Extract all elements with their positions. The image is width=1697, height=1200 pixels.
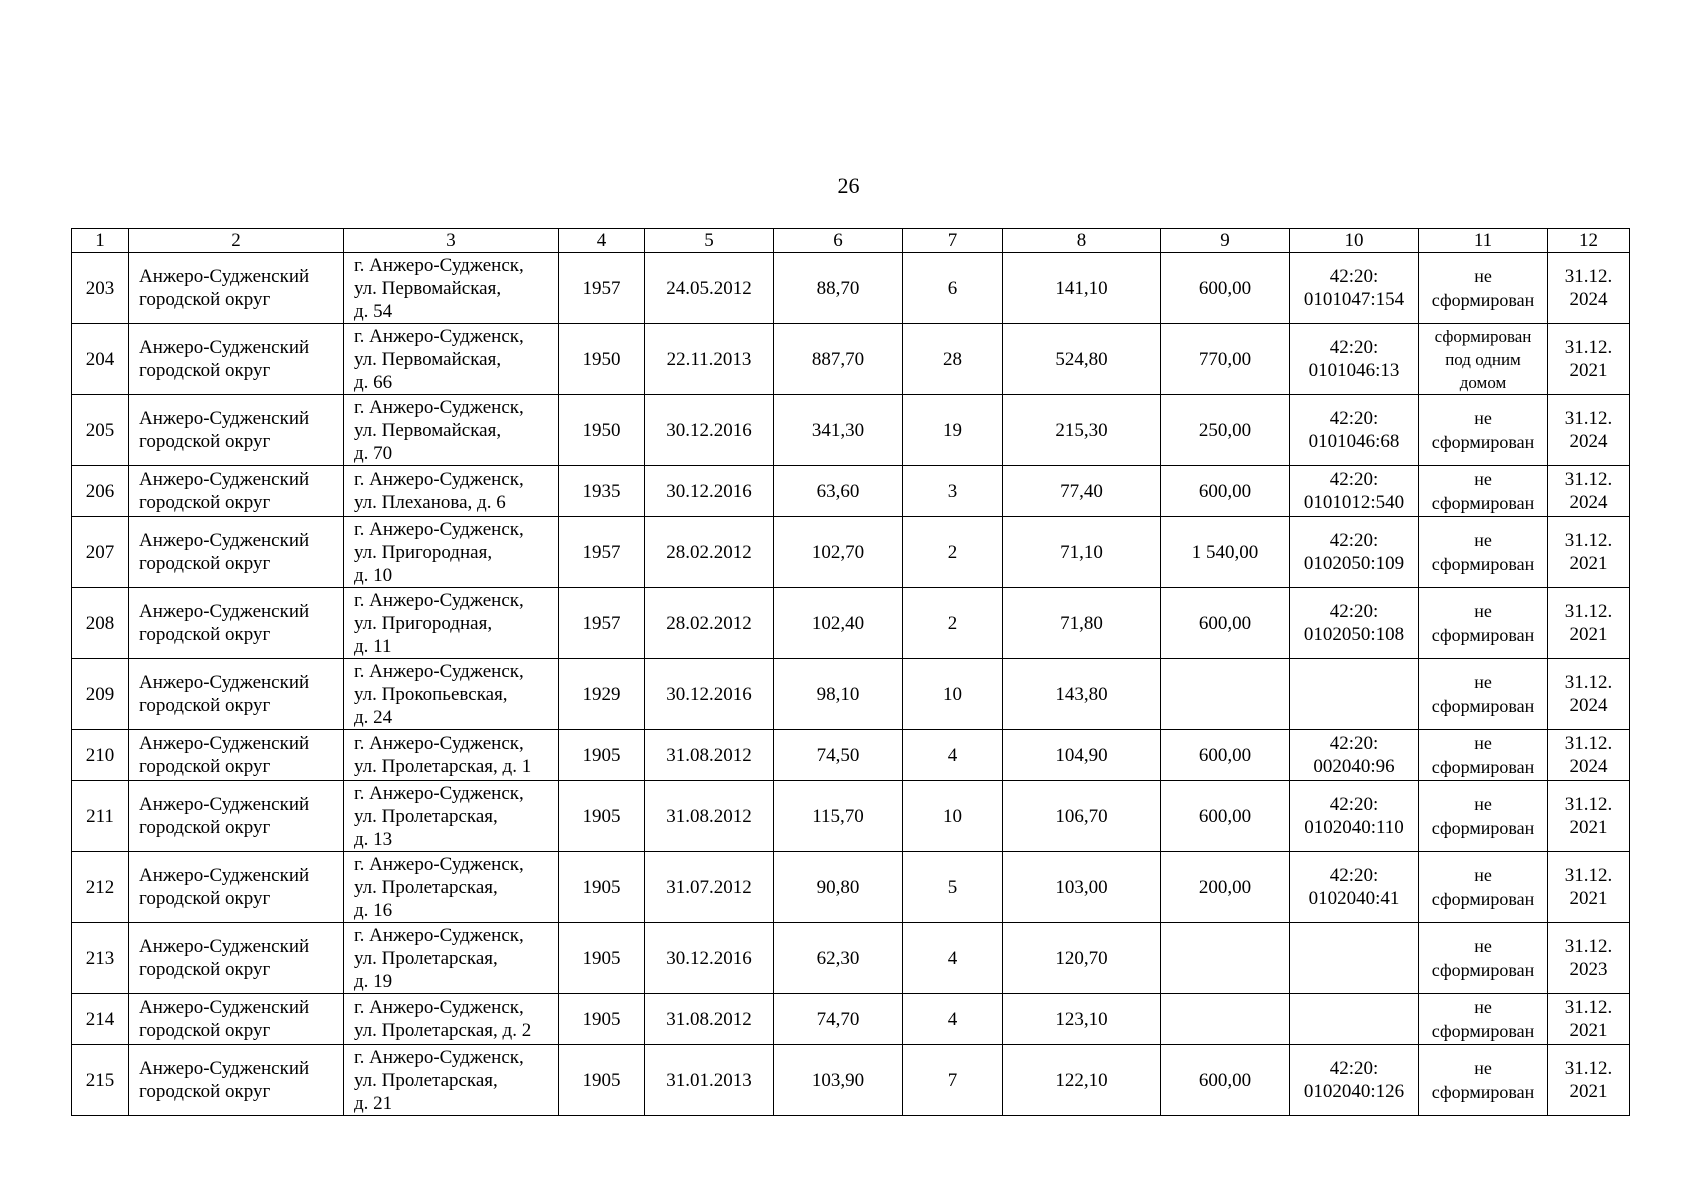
table-row (72, 923, 1630, 994)
header-row (72, 229, 1630, 253)
land-status-cell: не сформирован (1419, 588, 1548, 659)
residents-count-cell: 2 (903, 588, 1003, 659)
residents-count-cell: 10 (903, 781, 1003, 852)
deadline-cell: 31.12. 2024 (1548, 466, 1630, 517)
residents-count-cell: 28 (903, 324, 1003, 395)
table-row (72, 852, 1630, 923)
total-area-cell: 115,70 (774, 781, 903, 852)
total-area-cell: 102,70 (774, 517, 903, 588)
cost-cell: 770,00 (1161, 324, 1290, 395)
address-cell: г. Анжеро-Судженск, ул. Пролетарская, д. 16 (344, 852, 559, 923)
deadline-cell: 31.12. 2023 (1548, 923, 1630, 994)
land-status-cell: не сформирован (1419, 659, 1548, 730)
municipality-cell: Анжеро-Судженский городской округ (129, 588, 344, 659)
land-status-cell: не сформирован (1419, 253, 1548, 324)
cost-cell: 600,00 (1161, 466, 1290, 517)
total-area-cell: 90,80 (774, 852, 903, 923)
construction-year-cell: 1929 (559, 659, 645, 730)
table-row (72, 994, 1630, 1045)
cadastral-number-cell: 42:20: 0101046:68 (1290, 395, 1419, 466)
row-number: 210 (72, 730, 129, 781)
residents-count-cell: 10 (903, 659, 1003, 730)
municipality-cell: Анжеро-Судженский городской округ (129, 395, 344, 466)
column-header-2: 2 (129, 229, 344, 253)
municipality-cell: Анжеро-Судженский городской округ (129, 466, 344, 517)
column-header-3: 3 (344, 229, 559, 253)
address-cell: г. Анжеро-Судженск, ул. Пролетарская, д. 21 (344, 1045, 559, 1116)
recognition-date-cell: 24.05.2012 (645, 253, 774, 324)
cadastral-number-cell: 42:20: 0102050:109 (1290, 517, 1419, 588)
row-number: 215 (72, 1045, 129, 1116)
table-row (72, 466, 1630, 517)
residents-count-cell: 5 (903, 852, 1003, 923)
total-area-cell: 102,40 (774, 588, 903, 659)
row-number: 203 (72, 253, 129, 324)
recognition-date-cell: 31.08.2012 (645, 994, 774, 1045)
land-area-cell: 143,80 (1003, 659, 1161, 730)
table-row (72, 659, 1630, 730)
cadastral-number-cell: 42:20: 0101047:154 (1290, 253, 1419, 324)
total-area-cell: 74,70 (774, 994, 903, 1045)
row-number: 207 (72, 517, 129, 588)
cadastral-number-cell: 42:20: 0102050:108 (1290, 588, 1419, 659)
land-status-cell: не сформирован (1419, 923, 1548, 994)
cadastral-number-cell: 42:20: 0101046:13 (1290, 324, 1419, 395)
land-area-cell: 77,40 (1003, 466, 1161, 517)
table-row (72, 517, 1630, 588)
address-cell: г. Анжеро-Судженск, ул. Пролетарская, д. 2 (344, 994, 559, 1045)
construction-year-cell: 1905 (559, 923, 645, 994)
table-row (72, 253, 1630, 324)
recognition-date-cell: 28.02.2012 (645, 517, 774, 588)
municipality-cell: Анжеро-Судженский городской округ (129, 730, 344, 781)
land-status-cell: не сформирован (1419, 395, 1548, 466)
municipality-cell: Анжеро-Судженский городской округ (129, 923, 344, 994)
land-area-cell: 104,90 (1003, 730, 1161, 781)
recognition-date-cell: 28.02.2012 (645, 588, 774, 659)
residents-count-cell: 3 (903, 466, 1003, 517)
table-header (72, 229, 1630, 253)
table-row (72, 395, 1630, 466)
cost-cell: 600,00 (1161, 588, 1290, 659)
address-cell: г. Анжеро-Судженск, ул. Пригородная, д. 11 (344, 588, 559, 659)
land-area-cell: 103,00 (1003, 852, 1161, 923)
row-number: 208 (72, 588, 129, 659)
table-body (72, 253, 1630, 1116)
construction-year-cell: 1950 (559, 324, 645, 395)
land-area-cell: 215,30 (1003, 395, 1161, 466)
municipality-cell: Анжеро-Судженский городской округ (129, 517, 344, 588)
address-cell: г. Анжеро-Судженск, ул. Плеханова, д. 6 (344, 466, 559, 517)
construction-year-cell: 1950 (559, 395, 645, 466)
construction-year-cell: 1935 (559, 466, 645, 517)
column-header-4: 4 (559, 229, 645, 253)
recognition-date-cell: 31.07.2012 (645, 852, 774, 923)
cost-cell: 600,00 (1161, 1045, 1290, 1116)
cadastral-number-cell: 42:20: 0102040:41 (1290, 852, 1419, 923)
land-area-cell: 141,10 (1003, 253, 1161, 324)
land-area-cell: 71,80 (1003, 588, 1161, 659)
address-cell: г. Анжеро-Судженск, ул. Пригородная, д. 10 (344, 517, 559, 588)
total-area-cell: 62,30 (774, 923, 903, 994)
land-status-cell: не сформирован (1419, 994, 1548, 1045)
cost-cell: 250,00 (1161, 395, 1290, 466)
cadastral-number-cell (1290, 994, 1419, 1045)
page-number: 26 (837, 173, 860, 198)
recognition-date-cell: 31.08.2012 (645, 730, 774, 781)
row-number: 211 (72, 781, 129, 852)
deadline-cell: 31.12. 2024 (1548, 659, 1630, 730)
municipality-cell: Анжеро-Судженский городской округ (129, 1045, 344, 1116)
table-row (72, 781, 1630, 852)
total-area-cell: 98,10 (774, 659, 903, 730)
cadastral-number-cell: 42:20: 002040:96 (1290, 730, 1419, 781)
cadastral-number-cell (1290, 659, 1419, 730)
residents-count-cell: 4 (903, 994, 1003, 1045)
land-area-cell: 120,70 (1003, 923, 1161, 994)
residents-count-cell: 2 (903, 517, 1003, 588)
recognition-date-cell: 31.01.2013 (645, 1045, 774, 1116)
address-cell: г. Анжеро-Судженск, ул. Пролетарская, д. 19 (344, 923, 559, 994)
cadastral-number-cell (1290, 923, 1419, 994)
cost-cell (1161, 659, 1290, 730)
row-number: 214 (72, 994, 129, 1045)
construction-year-cell: 1905 (559, 1045, 645, 1116)
land-area-cell: 71,10 (1003, 517, 1161, 588)
cost-cell (1161, 923, 1290, 994)
deadline-cell: 31.12. 2021 (1548, 781, 1630, 852)
row-number: 209 (72, 659, 129, 730)
deadline-cell: 31.12. 2021 (1548, 852, 1630, 923)
residents-count-cell: 19 (903, 395, 1003, 466)
land-status-cell: не сформирован (1419, 1045, 1548, 1116)
row-number: 206 (72, 466, 129, 517)
municipality-cell: Анжеро-Судженский городской округ (129, 781, 344, 852)
residents-count-cell: 4 (903, 730, 1003, 781)
column-header-10: 10 (1290, 229, 1419, 253)
land-area-cell: 106,70 (1003, 781, 1161, 852)
table-row (72, 1045, 1630, 1116)
construction-year-cell: 1905 (559, 994, 645, 1045)
construction-year-cell: 1905 (559, 852, 645, 923)
residents-count-cell: 4 (903, 923, 1003, 994)
deadline-cell: 31.12. 2024 (1548, 730, 1630, 781)
municipality-cell: Анжеро-Судженский городской округ (129, 253, 344, 324)
address-cell: г. Анжеро-Судженск, ул. Первомайская, д. 54 (344, 253, 559, 324)
recognition-date-cell: 30.12.2016 (645, 923, 774, 994)
deadline-cell: 31.12. 2021 (1548, 588, 1630, 659)
total-area-cell: 341,30 (774, 395, 903, 466)
land-area-cell: 123,10 (1003, 994, 1161, 1045)
cost-cell: 200,00 (1161, 852, 1290, 923)
table-row (72, 730, 1630, 781)
construction-year-cell: 1957 (559, 517, 645, 588)
row-number: 212 (72, 852, 129, 923)
column-header-5: 5 (645, 229, 774, 253)
construction-year-cell: 1905 (559, 781, 645, 852)
construction-year-cell: 1957 (559, 253, 645, 324)
residents-count-cell: 6 (903, 253, 1003, 324)
cost-cell (1161, 994, 1290, 1045)
recognition-date-cell: 30.12.2016 (645, 466, 774, 517)
construction-year-cell: 1957 (559, 588, 645, 659)
land-status-cell: не сформирован (1419, 852, 1548, 923)
total-area-cell: 103,90 (774, 1045, 903, 1116)
land-status-cell: не сформирован (1419, 517, 1548, 588)
deadline-cell: 31.12. 2021 (1548, 994, 1630, 1045)
deadline-cell: 31.12. 2024 (1548, 253, 1630, 324)
cost-cell: 600,00 (1161, 781, 1290, 852)
cost-cell: 600,00 (1161, 253, 1290, 324)
table-row (72, 324, 1630, 395)
address-cell: г. Анжеро-Судженск, ул. Первомайская, д. 70 (344, 395, 559, 466)
municipality-cell: Анжеро-Судженский городской округ (129, 324, 344, 395)
municipality-cell: Анжеро-Судженский городской округ (129, 852, 344, 923)
land-area-cell: 524,80 (1003, 324, 1161, 395)
land-status-cell: не сформирован (1419, 466, 1548, 517)
deadline-cell: 31.12. 2021 (1548, 324, 1630, 395)
recognition-date-cell: 30.12.2016 (645, 395, 774, 466)
address-cell: г. Анжеро-Судженск, ул. Прокопьевская, д. 24 (344, 659, 559, 730)
address-cell: г. Анжеро-Судженск, ул. Пролетарская, д. 13 (344, 781, 559, 852)
table-row (72, 588, 1630, 659)
land-status-cell: не сформирован (1419, 730, 1548, 781)
column-header-11: 11 (1419, 229, 1548, 253)
total-area-cell: 74,50 (774, 730, 903, 781)
cadastral-number-cell: 42:20: 0101012:540 (1290, 466, 1419, 517)
column-header-9: 9 (1161, 229, 1290, 253)
row-number: 205 (72, 395, 129, 466)
construction-year-cell: 1905 (559, 730, 645, 781)
total-area-cell: 88,70 (774, 253, 903, 324)
land-area-cell: 122,10 (1003, 1045, 1161, 1116)
land-status-cell: не сформирован (1419, 781, 1548, 852)
row-number: 213 (72, 923, 129, 994)
municipality-cell: Анжеро-Судженский городской округ (129, 659, 344, 730)
deadline-cell: 31.12. 2021 (1548, 517, 1630, 588)
deadline-cell: 31.12. 2021 (1548, 1045, 1630, 1116)
housing-registry-table (71, 228, 1630, 1116)
residents-count-cell: 7 (903, 1045, 1003, 1116)
column-header-7: 7 (903, 229, 1003, 253)
cadastral-number-cell: 42:20: 0102040:126 (1290, 1045, 1419, 1116)
address-cell: г. Анжеро-Судженск, ул. Первомайская, д. 66 (344, 324, 559, 395)
recognition-date-cell: 22.11.2013 (645, 324, 774, 395)
cost-cell: 600,00 (1161, 730, 1290, 781)
deadline-cell: 31.12. 2024 (1548, 395, 1630, 466)
cost-cell: 1 540,00 (1161, 517, 1290, 588)
address-cell: г. Анжеро-Судженск, ул. Пролетарская, д. 1 (344, 730, 559, 781)
column-header-12: 12 (1548, 229, 1630, 253)
total-area-cell: 887,70 (774, 324, 903, 395)
land-status-cell: сформирован под одним домом (1419, 324, 1548, 395)
column-header-8: 8 (1003, 229, 1161, 253)
row-number: 204 (72, 324, 129, 395)
column-header-1: 1 (72, 229, 129, 253)
recognition-date-cell: 30.12.2016 (645, 659, 774, 730)
total-area-cell: 63,60 (774, 466, 903, 517)
recognition-date-cell: 31.08.2012 (645, 781, 774, 852)
column-header-6: 6 (774, 229, 903, 253)
cadastral-number-cell: 42:20: 0102040:110 (1290, 781, 1419, 852)
municipality-cell: Анжеро-Судженский городской округ (129, 994, 344, 1045)
